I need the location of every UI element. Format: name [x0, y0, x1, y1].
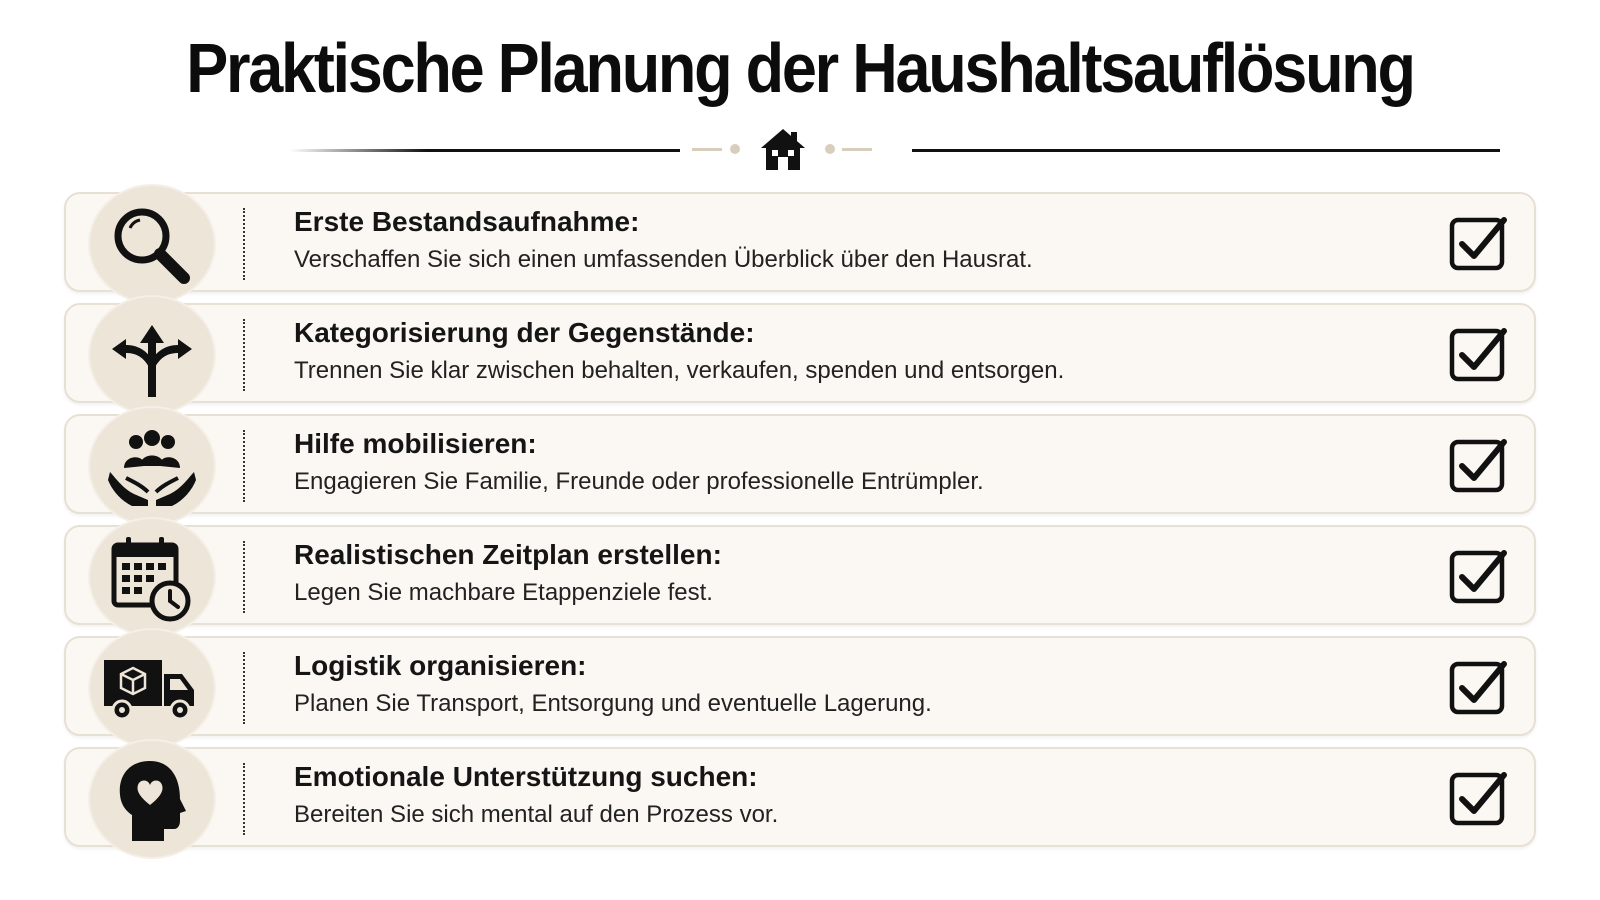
- list-item: [64, 414, 1536, 514]
- item-description: Bereiten Sie sich mental auf den Prozess vor.: [294, 801, 779, 828]
- page-title: Praktische Planung der Haushaltsauflösung: [186, 29, 1414, 107]
- icon-badge: [88, 628, 216, 748]
- icon-badge: [88, 406, 216, 526]
- dotted-separator: [243, 319, 245, 391]
- house-icon: [758, 126, 808, 172]
- dotted-separator: [243, 541, 245, 613]
- item-title: Erste Bestandsaufnahme:: [294, 206, 640, 237]
- checked-checkbox-icon[interactable]: [1448, 547, 1508, 607]
- dotted-separator: [243, 430, 245, 502]
- magnifier-icon: [104, 198, 200, 294]
- list-item: [64, 525, 1536, 625]
- calendar-clock-icon: [104, 531, 200, 627]
- item-title: Realistischen Zeitplan erstellen:: [294, 539, 722, 570]
- item-description: Trennen Sie klar zwischen behalten, verkaufen, spenden und entsorgen.: [294, 357, 1065, 384]
- title-divider: [280, 126, 1500, 176]
- icon-badge: [88, 295, 216, 415]
- divider-line-left: [290, 149, 680, 152]
- item-description: Verschaffen Sie sich einen umfassenden Überblick über den Hausrat.: [294, 246, 1033, 273]
- divider-dash: [842, 148, 872, 151]
- icon-badge: [88, 517, 216, 637]
- icon-badge: [88, 184, 216, 304]
- item-title: Logistik organisieren:: [294, 650, 587, 681]
- item-description: Engagieren Sie Familie, Freunde oder professionelle Entrümpler.: [294, 468, 984, 495]
- item-description: Planen Sie Transport, Entsorgung und eventuelle Lagerung.: [294, 690, 932, 717]
- item-title: Emotionale Unterstützung suchen:: [294, 761, 758, 792]
- checked-checkbox-icon[interactable]: [1448, 658, 1508, 718]
- helping-hands-group-icon: [104, 420, 200, 516]
- divider-dot: [825, 144, 835, 154]
- dotted-separator: [243, 652, 245, 724]
- head-heart-icon: [104, 753, 200, 849]
- item-title: Kategorisierung der Gegenstände:: [294, 317, 755, 348]
- checked-checkbox-icon[interactable]: [1448, 214, 1508, 274]
- moving-truck-icon: [94, 642, 206, 738]
- list-item: [64, 747, 1536, 847]
- dotted-separator: [243, 208, 245, 280]
- dotted-separator: [243, 763, 245, 835]
- divider-line-right: [912, 149, 1500, 152]
- divider-dash: [692, 148, 722, 151]
- split-arrows-icon: [104, 309, 200, 405]
- list-item: [64, 636, 1536, 736]
- item-title: Hilfe mobilisieren:: [294, 428, 537, 459]
- list-item: [64, 192, 1536, 292]
- item-description: Legen Sie machbare Etappenziele fest.: [294, 579, 713, 606]
- list-item: [64, 303, 1536, 403]
- checked-checkbox-icon[interactable]: [1448, 436, 1508, 496]
- checked-checkbox-icon[interactable]: [1448, 769, 1508, 829]
- checked-checkbox-icon[interactable]: [1448, 325, 1508, 385]
- divider-dot: [730, 144, 740, 154]
- icon-badge: [88, 739, 216, 859]
